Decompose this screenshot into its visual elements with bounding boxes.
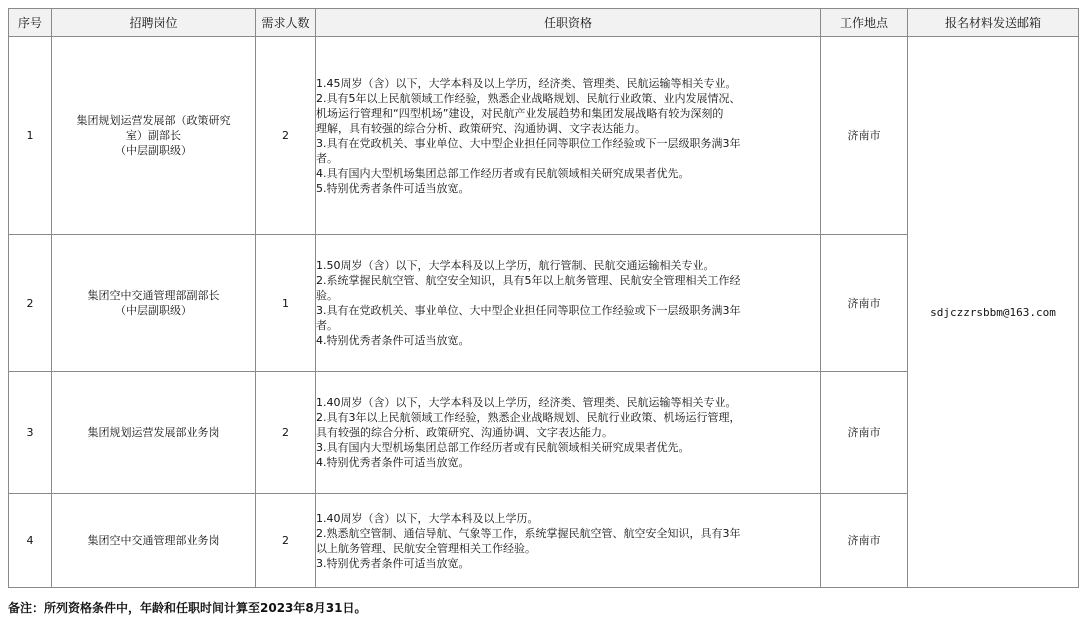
header-position: 招聘岗位 (52, 9, 256, 37)
recruitment-table (8, 8, 1079, 588)
cell-index: 4 (9, 494, 52, 588)
requirement-line: 1.45周岁（含）以下，大学本科及以上学历，经济类、管理类、民航运输等相关专业。 (316, 76, 737, 90)
requirement-line: 4.特别优秀者条件可适当放宽。 (316, 456, 470, 469)
cell-count: 2 (256, 494, 316, 588)
requirement-line: 3.具有国内大型机场集团总部工作经历者或有民航领域相关研究成果者优先。 (316, 441, 690, 454)
position-line: （中层副职级） (115, 144, 192, 157)
requirement-line: 者。 (316, 151, 338, 165)
requirement-line: 3.特别优秀者条件可适当放宽。 (316, 556, 470, 570)
requirement-line: 者。 (316, 319, 338, 332)
requirement-line: 验。 (316, 289, 338, 302)
position-line: 集团规划运营发展部（政策研究 (76, 114, 231, 127)
position-line: 集团空中交通管理部业务岗 (87, 534, 220, 547)
cell-count: 2 (256, 37, 316, 235)
cell-requirements (316, 235, 821, 372)
cell-position (52, 37, 256, 235)
cell-requirements (316, 494, 821, 588)
cell-position (52, 235, 256, 372)
table-row (9, 37, 1079, 235)
cell-index: 2 (9, 235, 52, 372)
requirement-line: 以上航务管理、民航安全管理相关工作经验。 (316, 541, 536, 555)
requirement-line: 1.40周岁（含）以下，大学本科及以上学历，经济类、管理类、民航运输等相关专业。 (316, 396, 737, 409)
cell-location: 济南市 (821, 494, 908, 588)
requirement-line: 理解，具有较强的综合分析、政策研究、沟通协调、文字表达能力。 (316, 121, 646, 135)
header-requirements: 任职资格 (316, 9, 821, 37)
requirement-line: 2.熟悉航空管制、通信导航、气象等工作，系统掌握民航空管、航空安全知识，具有3年 (316, 526, 741, 540)
cell-location: 济南市 (821, 37, 908, 235)
requirement-line: 2.具有5年以上民航领域工作经验，熟悉企业战略规划、民航行业政策、业内发展情况、 (316, 91, 741, 105)
cell-count: 2 (256, 372, 316, 494)
cell-location: 济南市 (821, 372, 908, 494)
cell-email (908, 37, 1079, 588)
footnote: 备注：所列资格条件中，年龄和任职时间计算至2023年8月31日。 (8, 601, 367, 615)
cell-count: 1 (256, 235, 316, 372)
position-line: 集团空中交通管理部副部长 (87, 289, 220, 302)
cell-location: 济南市 (821, 235, 908, 372)
cell-position (52, 372, 256, 494)
cell-index: 3 (9, 372, 52, 494)
position-line: 室）副部长 (126, 129, 181, 142)
header-location: 工作地点 (821, 9, 908, 37)
header-email: 报名材料发送邮箱 (908, 9, 1079, 37)
header-row (9, 9, 1079, 37)
cell-position (52, 494, 256, 588)
requirement-line: 具有较强的综合分析、政策研究、沟通协调、文字表达能力。 (316, 426, 613, 439)
position-line: （中层副职级） (115, 304, 192, 317)
requirement-line: 1.50周岁（含）以下，大学本科及以上学历，航行管制、民航交通运输相关专业。 (316, 259, 715, 272)
requirement-line: 4.具有国内大型机场集团总部工作经历者或有民航领域相关研究成果者优先。 (316, 166, 690, 180)
header-count: 需求人数 (256, 9, 316, 37)
cell-requirements (316, 372, 821, 494)
requirement-line: 4.特别优秀者条件可适当放宽。 (316, 334, 470, 347)
requirement-line: 2.系统掌握民航空管、航空安全知识，具有5年以上航务管理、民航安全管理相关工作经 (316, 274, 741, 287)
email-address: sdjczzrsbbm@163.com (930, 305, 1056, 319)
header-index: 序号 (9, 9, 52, 37)
requirement-line: 3.具有在党政机关、事业单位、大中型企业担任同等职位工作经验或下一层级职务满3年 (316, 304, 741, 317)
position-line: 集团规划运营发展部业务岗 (87, 426, 220, 439)
requirement-line: 1.40周岁（含）以下，大学本科及以上学历。 (316, 511, 539, 525)
requirement-line: 3.具有在党政机关、事业单位、大中型企业担任同等职位工作经验或下一层级职务满3年 (316, 136, 741, 150)
cell-requirements (316, 37, 821, 235)
requirement-line: 2.具有3年以上民航领域工作经验，熟悉企业战略规划、民航行业政策、机场运行管理， (316, 411, 741, 424)
requirement-line: 机场运行管理和“四型机场”建设，对民航产业发展趋势和集团发展战略有较为深刻的 (316, 106, 724, 120)
cell-index: 1 (9, 37, 52, 235)
requirement-line: 5.特别优秀者条件可适当放宽。 (316, 181, 470, 195)
